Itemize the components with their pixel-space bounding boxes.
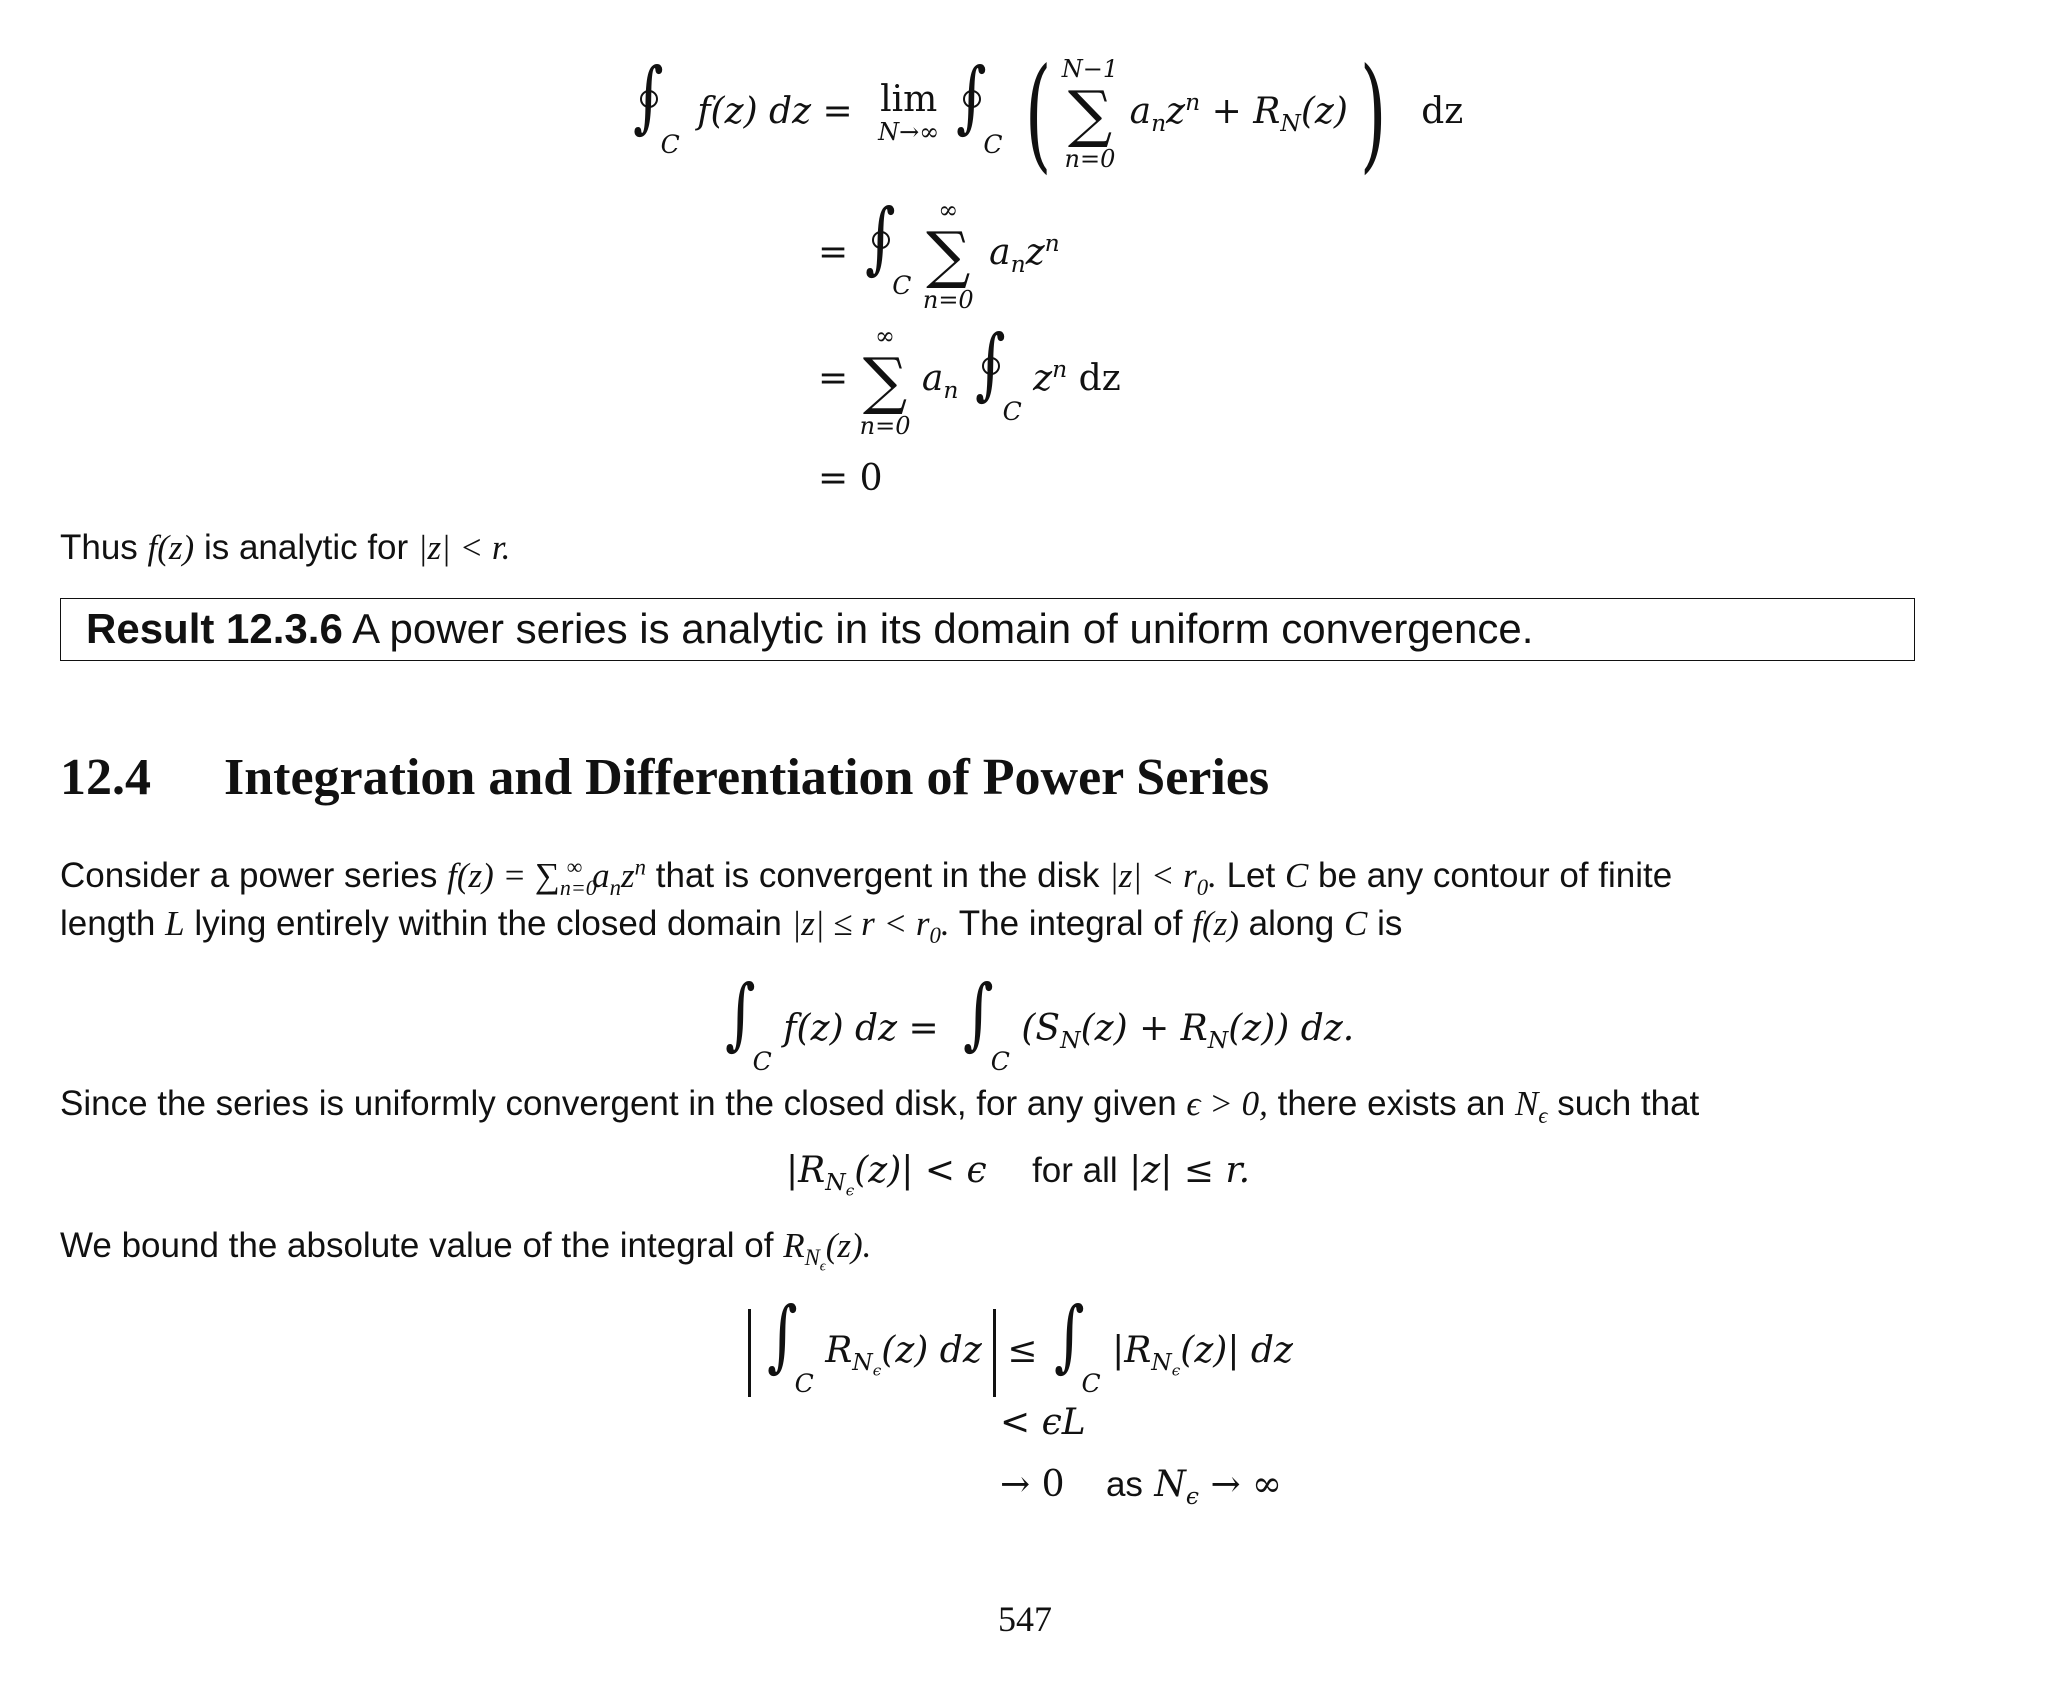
left-paren: (	[1024, 42, 1052, 186]
result-text	[86, 603, 1533, 655]
summation-operator-3: ∞ ∑ n=0	[859, 322, 911, 440]
contour-integral-symbol-3: ∫	[864, 193, 896, 283]
paragraph-we-bound: We bound the absolute value of the integral of $R_{N_\epsilon}(z)$.	[60, 1226, 872, 1275]
paragraph-consider-line2: length L lying entirely within the closed domain $|z| \le r < r_0$. The integral of f(z) along C is	[60, 904, 1403, 948]
result-label: Result 12.3.6	[86, 605, 343, 652]
paragraph-since: Since the series is uniformly convergent in the closed disk, for any given ϵ > 0, there exists an $N_\epsilon$ such that	[60, 1084, 1700, 1128]
equation-contour-integral-line3: = ∞ ∑ n=0 $a_n$ ∫ $_C$ $z^n$ dz	[818, 319, 1121, 440]
summation-operator: N−1 ∑ n=0	[1061, 55, 1119, 173]
section-heading	[60, 748, 1269, 807]
right-paren: )	[1360, 42, 1387, 186]
equation-contour-integral-line4: = 0	[818, 458, 883, 499]
contour-integral-symbol-2: ∫	[955, 52, 987, 142]
equation-remainder-bound: $|R_{N_\epsilon}(z)| < \epsilon$ for all |z| ≤ r.	[786, 1150, 1251, 1200]
section-number: 12.4	[60, 749, 151, 806]
page-number: 547	[998, 1599, 1052, 1639]
equation-integral-bound-line2: < ϵL	[1000, 1402, 1086, 1443]
paragraph-consider-line1: Consider a power series $f(z) = \sum_{n=0}^\infty$ $a_nz^n$ that is convergent in the disk $|z| < r_0$. Let C be any contour of finite	[60, 854, 1673, 900]
equation-contour-integral-line1: ∫ $_C$ f(z) dz = lim N→∞ ∫ $_C$ ( N−1 ∑ n=0 $a_nz^n + R_N(z)$ ) dz	[628, 52, 1463, 176]
paragraph-thus: Thus f(z) is analytic for |z| < r.	[60, 528, 511, 567]
section-title: Integration and Differentiation of Power Series	[224, 749, 1270, 806]
contour-integral-symbol: ∫	[633, 52, 664, 142]
equation-contour-integral-line2: = ∫ $_C$ ∞ ∑ n=0 $a_nz^n$	[818, 193, 1060, 314]
equation-integral-split: $\int_C$ f(z) dz = $\int_C$ $(S_N(z) + R_N(z))$ dz.	[725, 969, 1355, 1076]
equation-integral-bound-line3: → 0 as $N_\epsilon$ → ∞	[1000, 1464, 1283, 1511]
result-statement: A power series is analytic in its domain of uniform convergence.	[352, 605, 1534, 652]
equation-integral-bound-line1: $\int_C$ $R_{N_\epsilon}(z)$ dz ≤ $\int_C$ $|R_{N_\epsilon}(z)|$ dz	[748, 1296, 1293, 1398]
contour-integral-symbol-4: ∫	[975, 319, 1006, 409]
summation-operator-2: ∞ ∑ n=0	[922, 196, 974, 314]
remainder-term: + $R_N(z)$	[1211, 91, 1348, 138]
limit-operator: lim N→∞	[878, 79, 940, 146]
eq1-lhs: f(z) dz =	[697, 91, 853, 132]
sum-term: $a_nz^n$	[1129, 88, 1201, 138]
dz: dz	[1421, 91, 1464, 132]
